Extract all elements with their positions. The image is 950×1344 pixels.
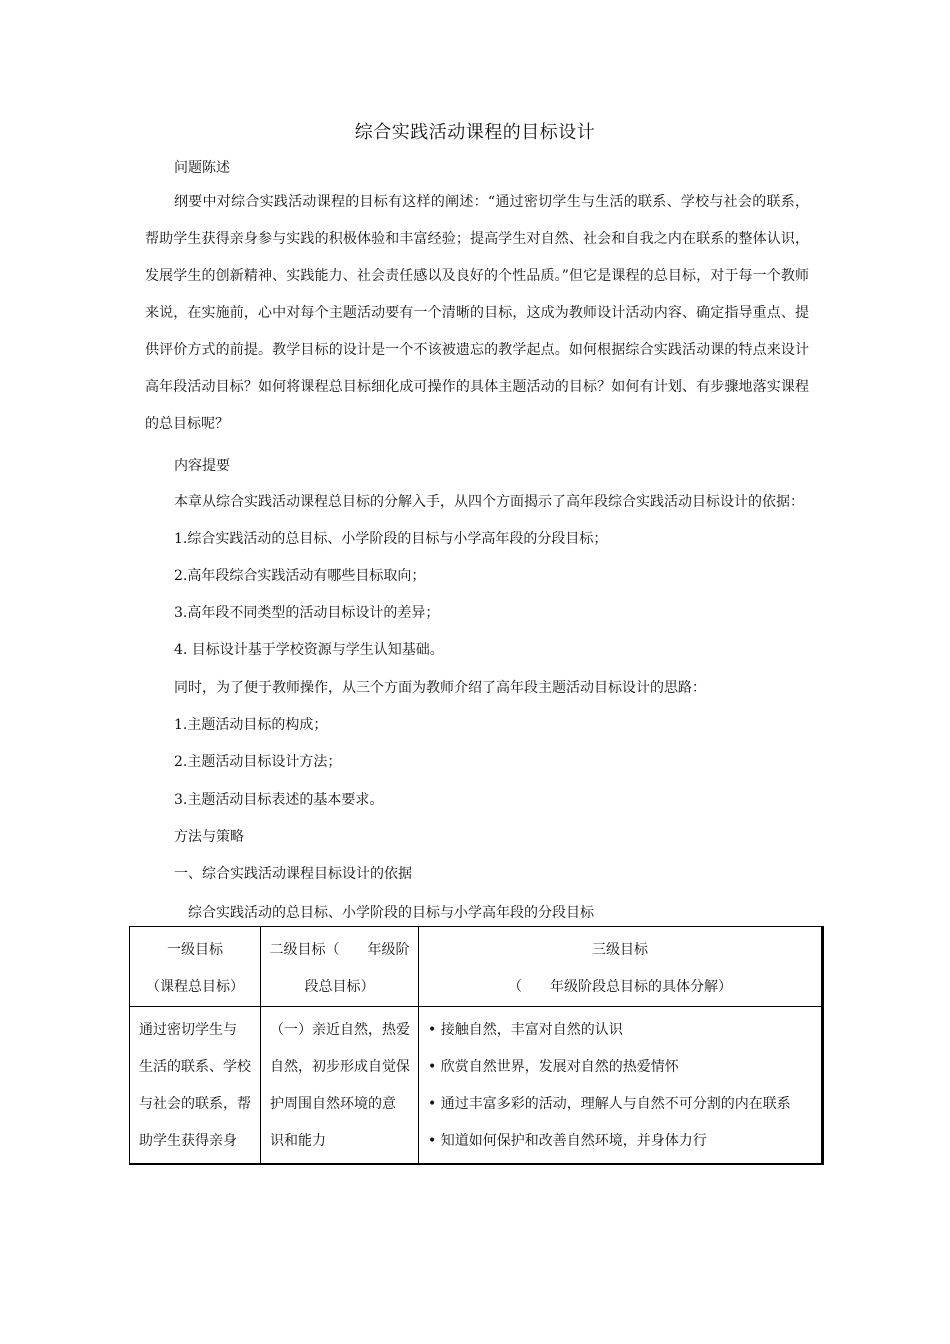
header-level1-line2: （课程总目标） bbox=[146, 979, 244, 995]
problem-paragraph: 纲要中对综合实践活动课程的目标有这样的阐述：“通过密切学生与生活的联系、学校与社会的联系，帮助学生获得亲身参与实践的积极体验和丰富经验；提高学生对自然、社会和自我之内在联系的整体认识，发展学生的创新精神、实践能力、社会责任感以及良好的个性品质。”但它是课程的总目标，对于每一个教师来说，在实施前，心中对每个主题活动要有一个清晰的目标，这成为教师设计活动内容、确定指导重点、提供评价方式的前提。教学目标的设计是一个不该被遗忘的教学起点。如何根据综合实践活动课的特点来设计高年段活动目标？如何将课程总目标细化成可操作的具体主题活动的目标？如何有计划、有步骤地落实课程的总目标呢？ bbox=[145, 194, 809, 432]
bullet-item: • 知道如何保护和改善自然环境，并身体力行 bbox=[428, 1133, 707, 1149]
header-level1 bbox=[130, 927, 261, 1007]
bullet-item: • 欣赏自然世界，发展对自然的热爱情怀 bbox=[428, 1059, 679, 1075]
page-title: 综合实践活动课程的目标设计 bbox=[354, 122, 596, 143]
cell-text: （一）亲近自然，热爱 bbox=[270, 1022, 410, 1038]
summary-item-3: 3.高年段不同类型的活动目标设计的差异； bbox=[174, 605, 440, 621]
cell-text: 识和能力 bbox=[270, 1133, 326, 1149]
methods-subheading: 一、综合实践活动课程目标设计的依据 bbox=[174, 866, 412, 882]
summary-item2-3: 3.主题活动目标表述的基本要求。 bbox=[174, 792, 384, 808]
row-level2-cell bbox=[261, 1007, 419, 1165]
summary-intro: 本章从综合实践活动课程总目标的分解入手，从四个方面揭示了高年段综合实践活动目标设计的依据： bbox=[174, 494, 804, 510]
row-level1-cell bbox=[130, 1007, 261, 1165]
goals-table bbox=[129, 926, 824, 1165]
header-level1-line1: 一级目标 bbox=[167, 942, 223, 958]
header-level2-line2: 段总目标） bbox=[304, 979, 375, 995]
cell-text: 生活的联系、学校 bbox=[139, 1059, 251, 1075]
summary-item-4: 4. 目标设计基于学校资源与学生认知基础。 bbox=[174, 642, 444, 658]
cell-text: 与社会的联系，帮 bbox=[139, 1096, 251, 1112]
header-level3 bbox=[419, 927, 823, 1007]
table-header-row bbox=[130, 927, 823, 1007]
section-heading-summary: 内容提要 bbox=[174, 458, 230, 474]
cell-text: 通过密切学生与 bbox=[139, 1022, 237, 1038]
section-heading-methods: 方法与策略 bbox=[174, 829, 244, 845]
table-caption: 综合实践活动的总目标、小学阶段的目标与小学高年段的分段目标 bbox=[188, 905, 594, 921]
bullet-item: • 通过丰富多彩的活动，理解人与自然不可分割的内在联系 bbox=[428, 1096, 791, 1112]
summary-intro-2: 同时，为了便于教师操作，从三个方面为教师介绍了高年段主题活动目标设计的思路： bbox=[174, 680, 706, 696]
cell-text: 助学生获得亲身 bbox=[139, 1133, 237, 1149]
row-level3-cell bbox=[419, 1007, 823, 1165]
section-heading-problem: 问题陈述 bbox=[174, 160, 230, 176]
header-level3-line1: 三级目标 bbox=[592, 942, 648, 958]
summary-item2-2: 2.主题活动目标设计方法； bbox=[174, 754, 342, 770]
summary-item2-1: 1.主题活动目标的构成； bbox=[174, 717, 328, 733]
summary-item-1: 1.综合实践活动的总目标、小学阶段的目标与小学高年段的分段目标； bbox=[174, 531, 608, 547]
header-level2-line1: 二级目标（ 年级阶 bbox=[269, 942, 410, 958]
bullet-item: • 接触自然，丰富对自然的认识 bbox=[428, 1022, 623, 1038]
cell-text: 自然，初步形成自觉保 bbox=[270, 1059, 410, 1075]
summary-item-2: 2.高年段综合实践活动有哪些目标取向； bbox=[174, 568, 426, 584]
cell-text: 护周围自然环境的意 bbox=[270, 1096, 396, 1112]
table-row bbox=[130, 1007, 823, 1165]
header-level3-line2: （ 年级阶段总目标的具体分解） bbox=[508, 979, 732, 995]
header-level2 bbox=[261, 927, 419, 1007]
